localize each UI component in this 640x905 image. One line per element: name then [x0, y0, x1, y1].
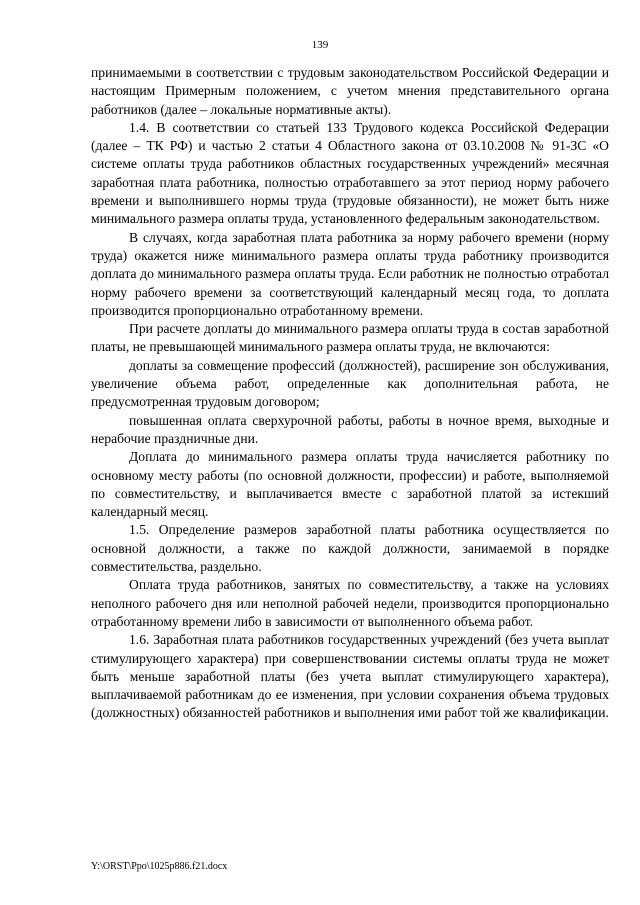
paragraph-exclusion-overtime: повышенная оплата сверхурочной работы, работы в ночное время, выходные и нерабочие праздничные дни.: [91, 412, 609, 446]
document-body: [91, 64, 609, 723]
paragraph-surcharge-accrual: Доплата до минимального размера оплаты труда начисляется работнику по основному месту работы (по основной должности, профессии) и работе, выполняемой по совместительству, и выплачивается вместе с заработной платой за истекший календарный месяц.: [91, 449, 609, 520]
paragraph-continuation: принимаемыми в соответствии с трудовым законодательством Российской Федерации и настоящим Примерным положением, с учетом мнения представительного органа работников (далее – локальные нормативные акты).: [91, 65, 609, 117]
paragraph-1-6: 1.6. Заработная плата работников государственных учреждений (без учета выплат стимулирующего характера) при совершенствовании системы оплаты труда не может быть меньше заработной платы (без учета выплат стимулирующего характера), выплачиваемой работникам до ее изменения, при условии сохранения объема трудовых (должностных) обязанностей работников и выполнения ими работ той же квалификации.: [91, 632, 609, 721]
paragraph-part-time-pay: Оплата труда работников, занятых по совместительству, а также на условиях неполного рабочего дня или неполной рабочей недели, производится пропорционально отработанному времени либо в зависимости от выполненного объема работ.: [91, 577, 609, 629]
paragraph-exclusion-combining-professions: доплаты за совмещение профессий (должностей), расширение зон обслуживания, увеличение объема работ, определенные как дополнительная работа, не предусмотренная трудовым договором;: [91, 357, 609, 410]
paragraph-surcharge-cases: В случаях, когда заработная плата работника за норму рабочего времени (норму труда) окажется ниже минимального размера оплаты труда работнику производится доплата до минимального размера оплаты труда. Если работник не полностью отработал норму рабочего времени за соответствующий календарный месяц года, то доплата производится пропорционально отработанному времени.: [91, 229, 609, 318]
page-number: 139: [311, 39, 329, 51]
paragraph-1-5: 1.5. Определение размеров заработной платы работника осуществляется по основной должности, а также по каждой должности, занимаемой в порядке совместительства, раздельно.: [91, 522, 609, 575]
paragraph-exclusions-intro: При расчете доплаты до минимального размера оплаты труда в состав заработной платы, не превышающей минимального размера оплаты труда, не включаются:: [91, 321, 609, 355]
footer-file-path: Y:\ORST\Ppo\1025p886.f21.docx: [91, 861, 228, 872]
paragraph-1-4: 1.4. В соответствии со статьей 133 Трудового кодекса Российской Федерации (далее – ТК РФ) и частью 2 статьи 4 Областного закона от 03.10.2008 № 91-ЗС «О системе оплаты труда работников областных государственных учреждений» месячная заработная плата работника, полностью отработавшего за этот период норму рабочего времени и выполнившего нормы труда (трудовые обязанности), не может быть ниже минимального размера оплаты труда, установленного федеральным законодательством.: [91, 119, 609, 227]
